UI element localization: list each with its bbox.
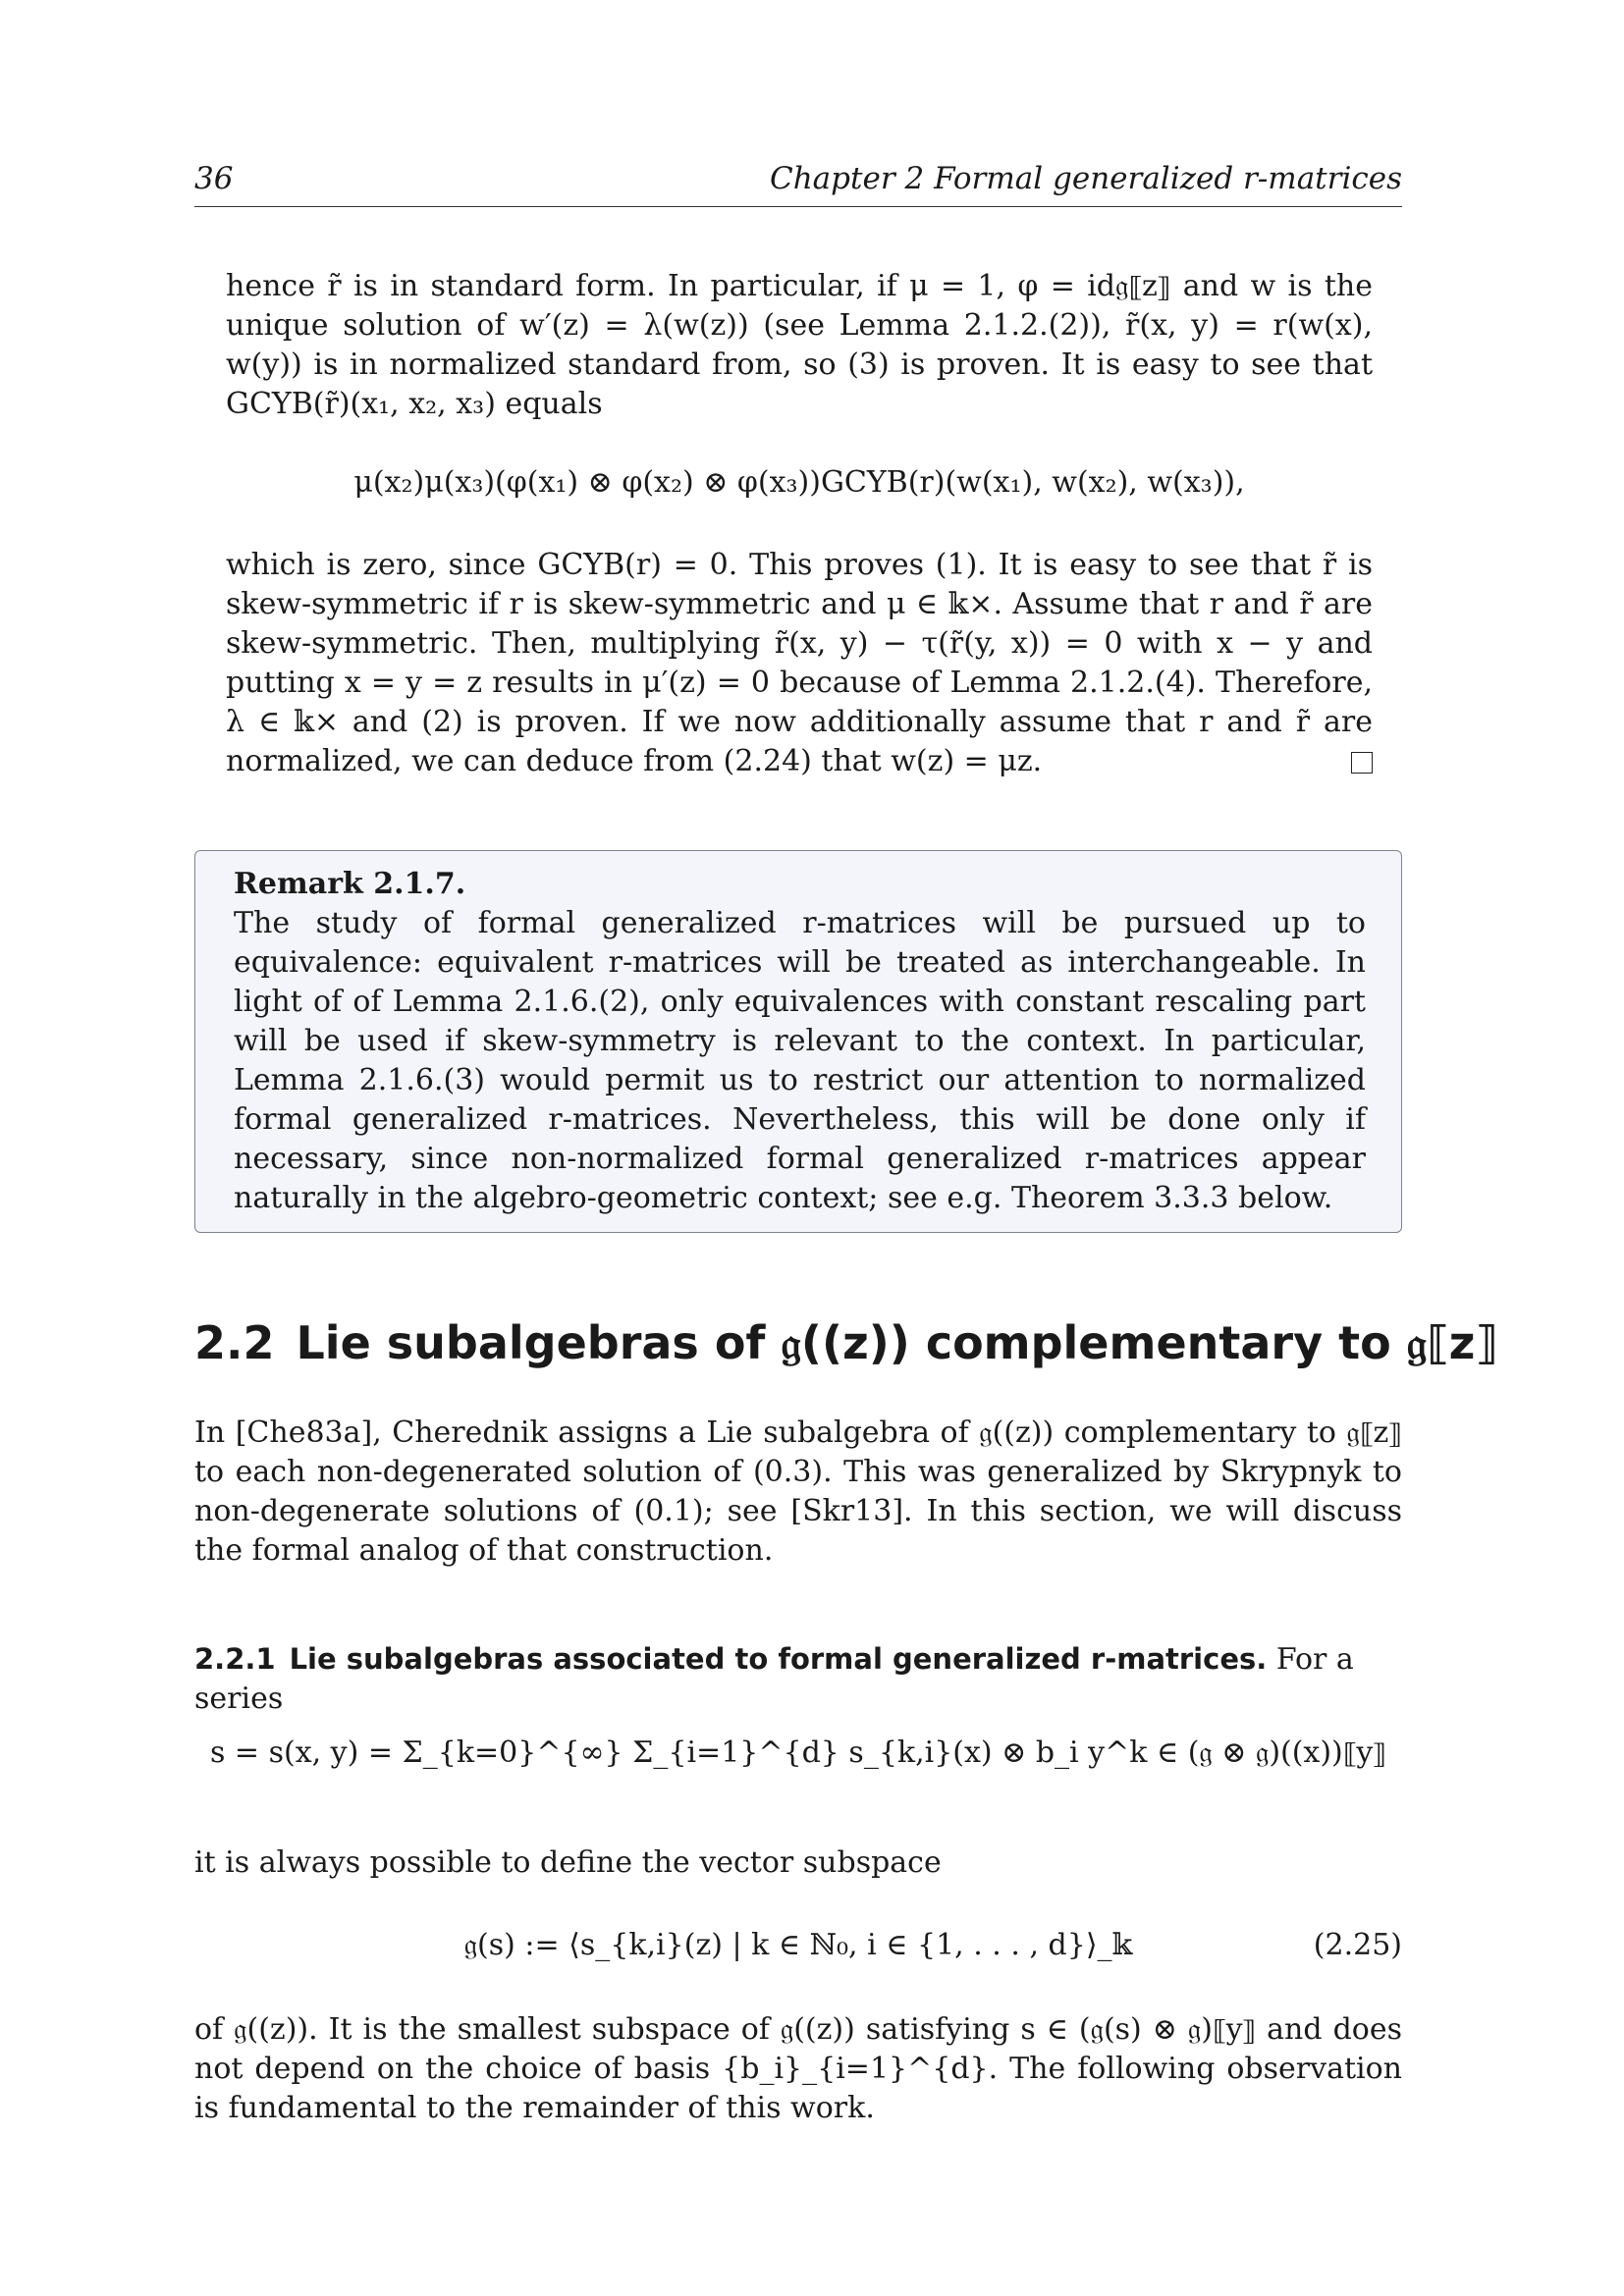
- chapter-title: Chapter 2 Formal generalized r-matrices: [770, 161, 1402, 196]
- subsection-heading: [194, 1642, 1267, 1676]
- page-number: 36: [194, 161, 234, 196]
- section-number: 2.2: [194, 1316, 275, 1369]
- subsection-number: 2.2.1: [194, 1642, 276, 1676]
- sum-equation-display: [194, 1706, 1402, 1824]
- running-head: [194, 157, 1402, 207]
- proof-paragraph-2: [226, 546, 1373, 781]
- subsection-lead-in: For a series: [194, 1642, 1354, 1716]
- remark-title: Remark 2.1.7.: [234, 867, 466, 901]
- section-title: Lie subalgebras of 𝔤((z)) complementary to 𝔤⟦z⟧: [296, 1316, 1497, 1369]
- remark-body: The study of formal generalized r-matrices will be pursued up to equivalence: equivalent r-matrices will be treated as interchangeable. In light of of Lemma 2.1.6.(2), only equivalences with constant rescaling part will be used if skew-symmetry is relevant to the context. In particular, Lemma 2.1.6.(3) would permit us to restrict our attention to normalized formal generalized r-matrices. Nevertheless, this will be done only if necessary, since non-normalized formal generalized r-matrices appear naturally in the algebro-geometric context; see e.g. Theorem 3.3.3 below.: [234, 906, 1366, 1215]
- qed-square-icon: [1351, 752, 1373, 774]
- remark-box: [194, 850, 1402, 1233]
- section-heading: [194, 1315, 1497, 1370]
- subsection-title: Lie subalgebras associated to formal generalized r-matrices.: [289, 1642, 1268, 1676]
- text-after-sum: it is always possible to define the vector subspace: [194, 1845, 942, 1880]
- equation-2-25: 𝔤(s) := ⟨s_{k,i}(z) | k ∈ ℕ₀, i ∈ {1, . . . , d}⟩_𝕜: [463, 1928, 1133, 1962]
- section-paragraph: In [Che83a], Cherednik assigns a Lie subalgebra of 𝔤((z)) complementary to 𝔤⟦z⟧ to each non-degenerated solution of (0.3). This was generalized by Skrypnyk to non-degenerate solutions of (0.1); see [Skr13]. In this section, we will discuss the formal analog of that construction.: [194, 1415, 1402, 1568]
- proof-paragraph-1: hence r̃ is in standard form. In particular, if μ = 1, φ = id𝔤⟦z⟧ and w is the unique solution of w′(z) = λ(w(z)) (see Lemma 2.1.2.(2)), r̃(x, y) = r(w(x), w(y)) is in normalized standard from, so (3) is proven. It is easy to see that GCYB(r̃)(x₁, x₂, x₃) equals: [226, 269, 1373, 421]
- equation-number: (2.25): [1313, 1928, 1402, 1962]
- equation-2-25-display: [194, 1926, 1402, 1969]
- proof-paragraph-2-text: which is zero, since GCYB(r) = 0. This proves (1). It is easy to see that r̃ is skew-symmetric if r is skew-symmetric and μ ∈ 𝕜×. Assume that r and r̃ are skew-symmetric. Then, multiplying r̃(x, y) − τ(r̃(y, x)) = 0 with x − y and putting x = y = z results in μ′(z) = 0 because of Lemma 2.1.2.(4). Therefore, λ ∈ 𝕜× and (2) is proven. If we now additionally assume that r and r̃ are normalized, we can deduce from (2.24) that w(z) = μz.: [226, 548, 1373, 778]
- sum-equation: s = s(x, y) = Σ_{k=0}^{∞} Σ_{i=1}^{d} s_{k,i}(x) ⊗ b_i y^k ∈ (𝔤 ⊗ 𝔤)((x))⟦y⟧: [209, 1735, 1387, 1770]
- final-paragraph: of 𝔤((z)). It is the smallest subspace of 𝔤((z)) satisfying s ∈ (𝔤(s) ⊗ 𝔤)⟦y⟧ and does not depend on the choice of basis {b_i}_{i=1}^{d}. The following observation is fundamental to the remainder of this work.: [194, 2012, 1402, 2125]
- display-equation: μ(x₂)μ(x₃)(φ(x₁) ⊗ φ(x₂) ⊗ φ(x₃))GCYB(r)(w(x₁), w(x₂), w(x₃)),: [353, 465, 1245, 500]
- proof-block: [226, 267, 1373, 781]
